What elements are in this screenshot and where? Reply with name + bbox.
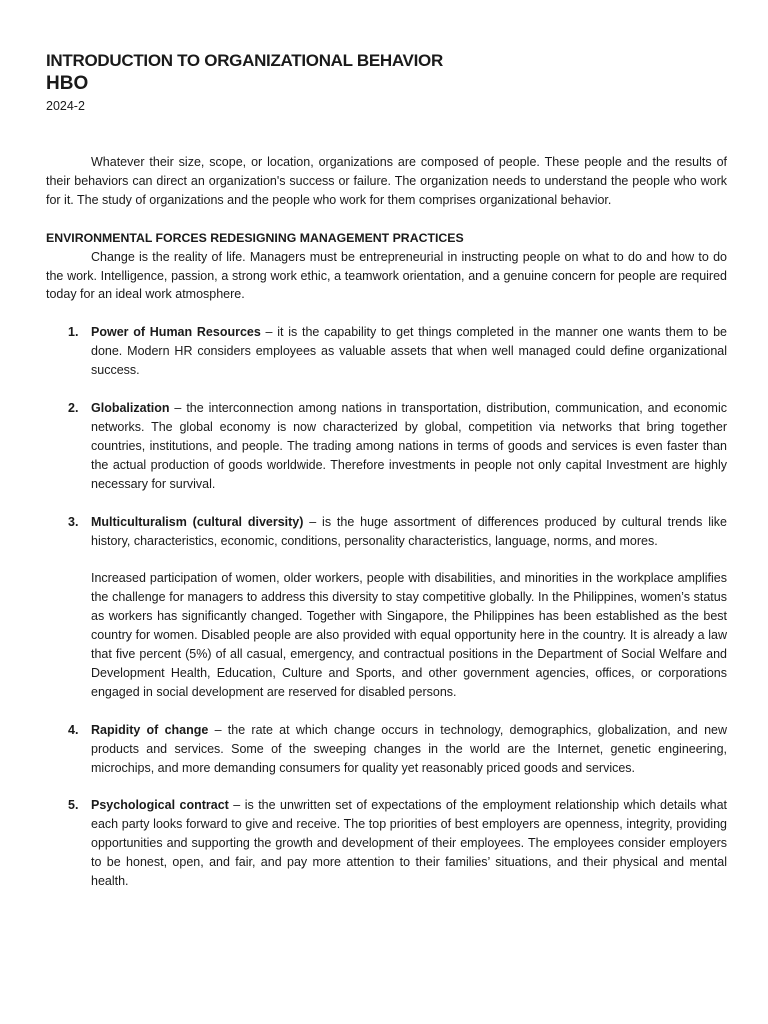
document-title: INTRODUCTION TO ORGANIZATIONAL BEHAVIOR: [46, 51, 443, 70]
item-paragraph: [91, 796, 727, 891]
list-item: [68, 323, 728, 380]
item-paragraph: [91, 399, 727, 494]
item-text: – is the unwritten set of expectations of the employment relationship which details what each party looks forward to give and receive. The top priorities of best employers are openness, integrity, providing opportunities and supporting the growth and development of their employees. The employees consider employers to be honest, open, and fair, and pay more attention to their families’ situations, and their physical and mental health.: [91, 798, 727, 889]
section-paragraph: Change is the reality of life. Managers must be entrepreneurial in instructing people on what to do and how to do the work. Intelligence, passion, a strong work ethic, a teamwork orientation, and a genuine concern for people are required today for an ideal work atmosphere.: [46, 249, 727, 302]
list-item: [68, 399, 727, 494]
item-term: Psychological contract: [91, 798, 229, 813]
item-term: Rapidity of change: [91, 722, 209, 737]
item-paragraph: [91, 513, 727, 551]
item-number: 5.: [68, 798, 79, 813]
item-term: Multiculturalism (cultural diversity): [91, 514, 304, 529]
item-text: – is the huge assortment of differences produced by cultural trends like history, characteristics, economic, conditions, personality characteristics, language, norms, and mores.: [91, 514, 727, 548]
forces-list: [46, 323, 727, 891]
intro-paragraph: Whatever their size, scope, or location, organizations are composed of people. These people and the results of their behaviors can direct an organization's success or failure. The organization needs to understand the people who work for it. The study of organizations and the people who work for them comprises organizational behavior.: [46, 155, 727, 207]
item-number: 3.: [68, 514, 79, 529]
item-term: Globalization: [91, 401, 170, 416]
course-code: HBO: [46, 73, 89, 94]
item-text: – the rate at which change occurs in technology, demographics, globalization, and new products and services. Some of the sweeping changes in the world are the Internet, genetic engineering, microchips, and more demanding consumers for quality yet reasonably priced goods and services.: [91, 722, 728, 775]
list-item: [68, 513, 727, 702]
item-extra-paragraph: Increased participation of women, older workers, people with disabilities, and minorities in the workplace amplifies the challenge for managers to address this diversity to stay competitive globally. In the Philippines, women’s status as workers has significantly changed. Together with Singapore, the Philippines has been established as the best country for women. Disabled people are also provided with equal opportunity here in the country. It is already a law that five percent (5%) of all casual, emergency, and contractual positions in the Department of Social Welfare and Development Health, Education, Culture and Sports, and other government agencies, offices, or corporations engaged in social development are reserved for disabled persons.: [91, 571, 727, 699]
term-label: 2024-2: [46, 99, 85, 113]
item-term: Power of Human Resources: [91, 325, 261, 340]
item-number: 1.: [68, 325, 79, 340]
item-paragraph: [91, 721, 727, 778]
item-paragraph: [91, 323, 727, 380]
section-heading: ENVIRONMENTAL FORCES REDESIGNING MANAGEMENT PRACTICES: [46, 230, 464, 245]
item-text: – it is the capability to get things completed in the manner one wants them to be done. Modern HR considers employees as valuable assets that when well managed could define organizational success.: [91, 325, 728, 378]
item-text: – the interconnection among nations in transportation, distribution, communication, and economic networks. The global economy is now characterized by global, competition via networks that bring together countries, institutions, and people. The trading among nations in terms of goods and services is even faster than the actual production of goods worldwide. Therefore investments in people not only capital Investment are highly necessary for survival.: [91, 401, 727, 491]
list-item: [68, 721, 728, 778]
item-number: 4.: [68, 722, 79, 737]
list-item: [68, 796, 727, 891]
item-number: 2.: [68, 401, 79, 416]
